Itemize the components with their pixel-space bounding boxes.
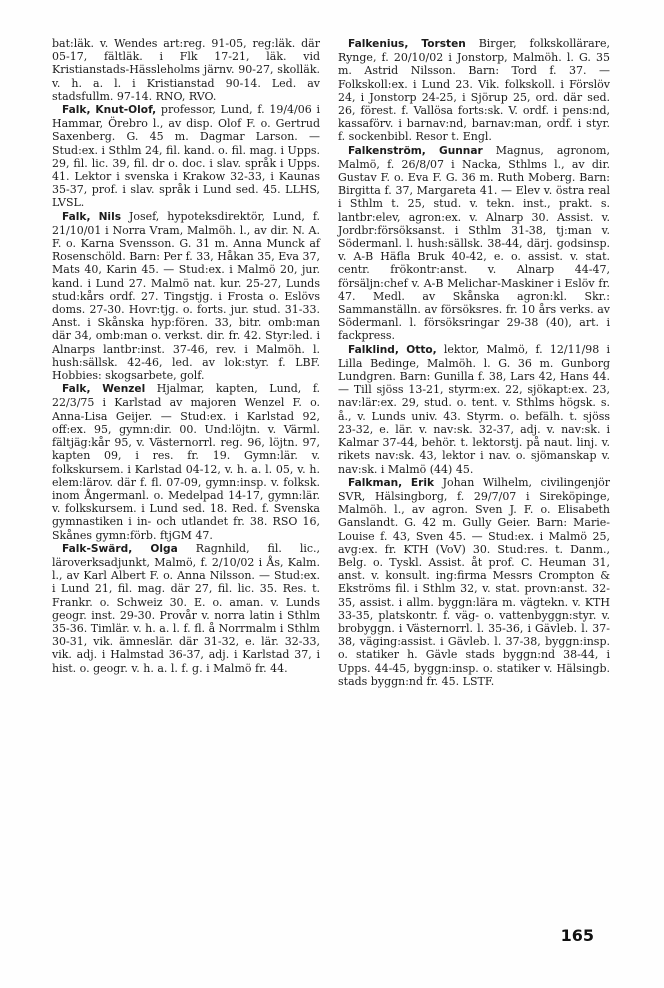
- entry-text: bat:läk. v. Wendes art:reg. 91-05, reg:läk. där 05-17, fältläk. i Flk 17-21, läk. vid Kristianstads-Hässleholms järnv. 90-27, skolläk. v. h. a. l. i Kristianstad 90-14. Led. av stadsfullm. 97-14. RNO, RVO.: [52, 37, 320, 103]
- entry-continuation: [52, 37, 320, 103]
- entry-text: Hjalmar, kapten, Lund, f. 22/3/75 i Karlstad av majoren Wenzel F. o. Anna-Lisa Geijer. — Stud:ex. i Karlstad 92, off:ex. 95, gymn:dir. 00. Und:löjtn. v. Värml. fältjäg:kår 95, v. Västernorrl. reg. 96, löjtn. 97, kapten 09, i res. fr. 19. Gymn:lär. v. folkskursem. i Karlstad 04-12, v. h. a. l. 05, v. h. elem:lärov. där f. fl. 07-09, gymn:insp. v. folksk. inom Ångermanl. o. Medelpad 14-17, gymn:lär. v. folkskursem. i Lund sed. 18. Red. f. Svenska gymnastiken i in- och utlandet fr. 38. RSO 16, Skånes gymn:förb. ftjGM 47.: [52, 382, 320, 542]
- entry-text: Johan Wilhelm, civilingenjör SVR, Hälsingborg, f. 29/7/07 i Sireköpinge, Malmöh. l., av agron. Sven J. F. o. Elisabeth Ganslandt. G. 42 m. Gully Geier. Barn: Marie-Louise f. 43, Sven 45. — Stud:ex. i Malmö 25, avg:ex. fr. KTH (VoV) 30. Stud:res. t. Danm., Belg. o. Tyskl. Assist. åt prof. C. Heuman 31, anst. v. konsult. ing:firma Messrs Crompton & Ekströms fil. i Sthlm 32, v. stat. provn:anst. 32-35, assist. i allm. byggn:lära m. vägtekn. v. KTH 33-35, platskontr. f. väg- o. vattenbyggn:styr. v. brobyggn. i Västernorrl. l. 35-36, i Gävleb. l. 37-38, väging:assist. i Gävleb. l. 37-38, byggn:insp. o. statiker h. Gävle stads byggn:nd 38-44, i Upps. 44-45, byggn:insp. o. statiker v. Hälsingb. stads byggn:nd fr. 45. LSTF.: [338, 475, 610, 688]
- right-column: [338, 37, 610, 688]
- entry-falkenius-torsten: [338, 37, 610, 144]
- entry-text: Birger, folkskollärare, Rynge, f. 20/10/02 i Jonstorp, Malmöh. l. G. 35 m. Astrid Nilsson. Barn: Tord f. 37. — Folkskoll:ex. i Lund 23. Vik. folkskoll. i Förslöv 24, i Jonstorp 24-25, i Sjörup 25, ord. där sed. 26, förest. f. Vallösa forts:sk. V. ordf. i pens:nd, kassaförv. i barnav:nd, barnav:man, ordf. i styr. f. sockenbibl. Resor t. Engl.: [338, 37, 610, 144]
- entry-name: Falkman, Erik: [348, 476, 435, 489]
- entry-text: Magnus, agronom, Malmö, f. 26/8/07 i Nacka, Sthlms l., av dir. Gustav F. o. Eva F. G. 36 m. Ruth Moberg. Barn: Birgitta f. 37, Margareta 41. — Elev v. östra real i Sthlm t. 25, stud. v. tekn. inst., prakt. s. lantbr:elev, agron:ex. v. Alnarp 30. Assist. v. Jordbr:försöksanst. i Sthlm 31-38, tj:man v. Södermanl. l. hush:sällsk. 38-44, därj. godsinsp. v. A-B Häfla Bruk 40-42, e. o. assist. v. stat. centr. frökontr:anst. v. Alnarp 44-47, försäljn:chef v. A-B Melichar-Maskiner i Eslöv fr. 47. Medl. av Skånska agron:kl. Skr.: Sammanställn. av försöksres. fr. 10 års verks. av Södermanl. l. försöksringar 29-38 (40), art. i fackpress.: [338, 143, 610, 343]
- entry-falk-knut-olof: [52, 103, 320, 210]
- entry-text: lektor, Malmö, f. 12/11/98 i Lilla Bedinge, Malmöh. l. G. 36 m. Gunborg Lundgren. Barn: Gunilla f. 38, Lars 42, Hans 44. — Till sjöss 13-21, styrm:ex. 22, sjökapt:ex. 23, nav:lär:ex. 29, stud. o. tent. v. Sthlms högsk. s. å., v. Lunds univ. 43. Styrm. o. befälh. t. sjöss 23-32, e. lär. v. nav:sk. 32-37, adj. v. nav:sk. i Kalmar 37-44, behör. t. lektorstj. på naut. linj. v. rikets nav:sk. 43, lektor i nav. o. sjömanskap v. nav:sk. i Malmö (44) 45.: [338, 342, 610, 476]
- entry-falk-wenzel: [52, 382, 320, 541]
- entry-falk-nils: [52, 210, 320, 383]
- entry-name: Falkenius, Torsten: [348, 38, 466, 50]
- entry-falk-sward-olga: [52, 542, 320, 675]
- entry-name: Falk, Knut-Olof,: [62, 104, 157, 117]
- entry-name: Falk, Wenzel: [62, 383, 146, 396]
- entry-name: Falkenström, Gunnar: [348, 144, 483, 157]
- left-column: [52, 37, 320, 675]
- entry-falklind-otto: [338, 343, 610, 476]
- entry-name: Falklind, Otto,: [348, 343, 437, 356]
- entry-falkenstrom-gunnar: [338, 144, 610, 343]
- entry-text: professor, Lund, f. 19/4/06 i Hammar, Örebro l., av disp. Olof F. o. Gertrud Saxenberg. G. 45 m. Dagmar Larson. — Stud:ex. i Sthlm 24, fil. kand. o. fil. mag. i Upps. 29, fil. lic. 39, fil. dr o. doc. i slav. språk i Upps. 41. Lektor i svenska i Krakow 32-33, i Kaunas 35-37, prof. i slav. språk i Lund sed. 45. LLHS, LVSL.: [52, 103, 320, 210]
- entry-name: Falk, Nils: [62, 210, 122, 223]
- entry-text: Ragnhild, fil. lic., läroverksadjunkt, Malmö, f. 2/10/02 i Ås, Kalm. l., av Karl Albert F. o. Anna Nilsson. — Stud:ex. i Lund 21, fil. mag. där 27, fil. lic. 35. Res. t. Frankr. o. Schweiz 30. E. o. aman. v. Lunds geogr. inst. 29-30. Provår v. norra latin i Sthlm 35-36. Timlär. v. h. a. l. f. fl. å Norrmalm i Sthlm 30-31, vik. ämneslär. där 31-32, e. lär. 32-33, vik. adj. i Halmstad 36-37, adj. i Karlstad 37, i hist. o. geogr. v. h. a. l. f. g. i Malmö fr. 44.: [52, 541, 321, 675]
- entry-falkman-erik: [338, 476, 610, 688]
- entry-text: Josef, hypoteksdirektör, Lund, f. 21/10/01 i Norra Vram, Malmöh. l., av dir. N. A. F. o. Karna Svensson. G. 31 m. Anna Munck af Rosenschöld. Barn: Per f. 33, Håkan 35, Eva 37, Mats 40, Karin 45. — Stud:ex. i Malmö 20, jur. kand. i Lund 27. Malmö nat. kur. 25-27, Lunds stud:kårs ordf. 27. Tingstjg. i Frosta o. Eslövs doms. 27-30. Hovr:tjg. o. forts. jur. stud. 31-33. Anst. i Skånska hyp:fören. 33, bitr. omb:man där 34, omb:man o. verkst. dir. fr. 42. Styr:led. i Alnarps lantbr:inst. 37-46, rev. i Malmöh. l. hush:sällsk. 42-46, led. av lok:styr. f. LBF. Hobbies: skogsarbete, golf.: [52, 209, 321, 383]
- page-number: 165: [560, 926, 594, 945]
- entry-name: Falk-Swärd, Olga: [62, 542, 178, 555]
